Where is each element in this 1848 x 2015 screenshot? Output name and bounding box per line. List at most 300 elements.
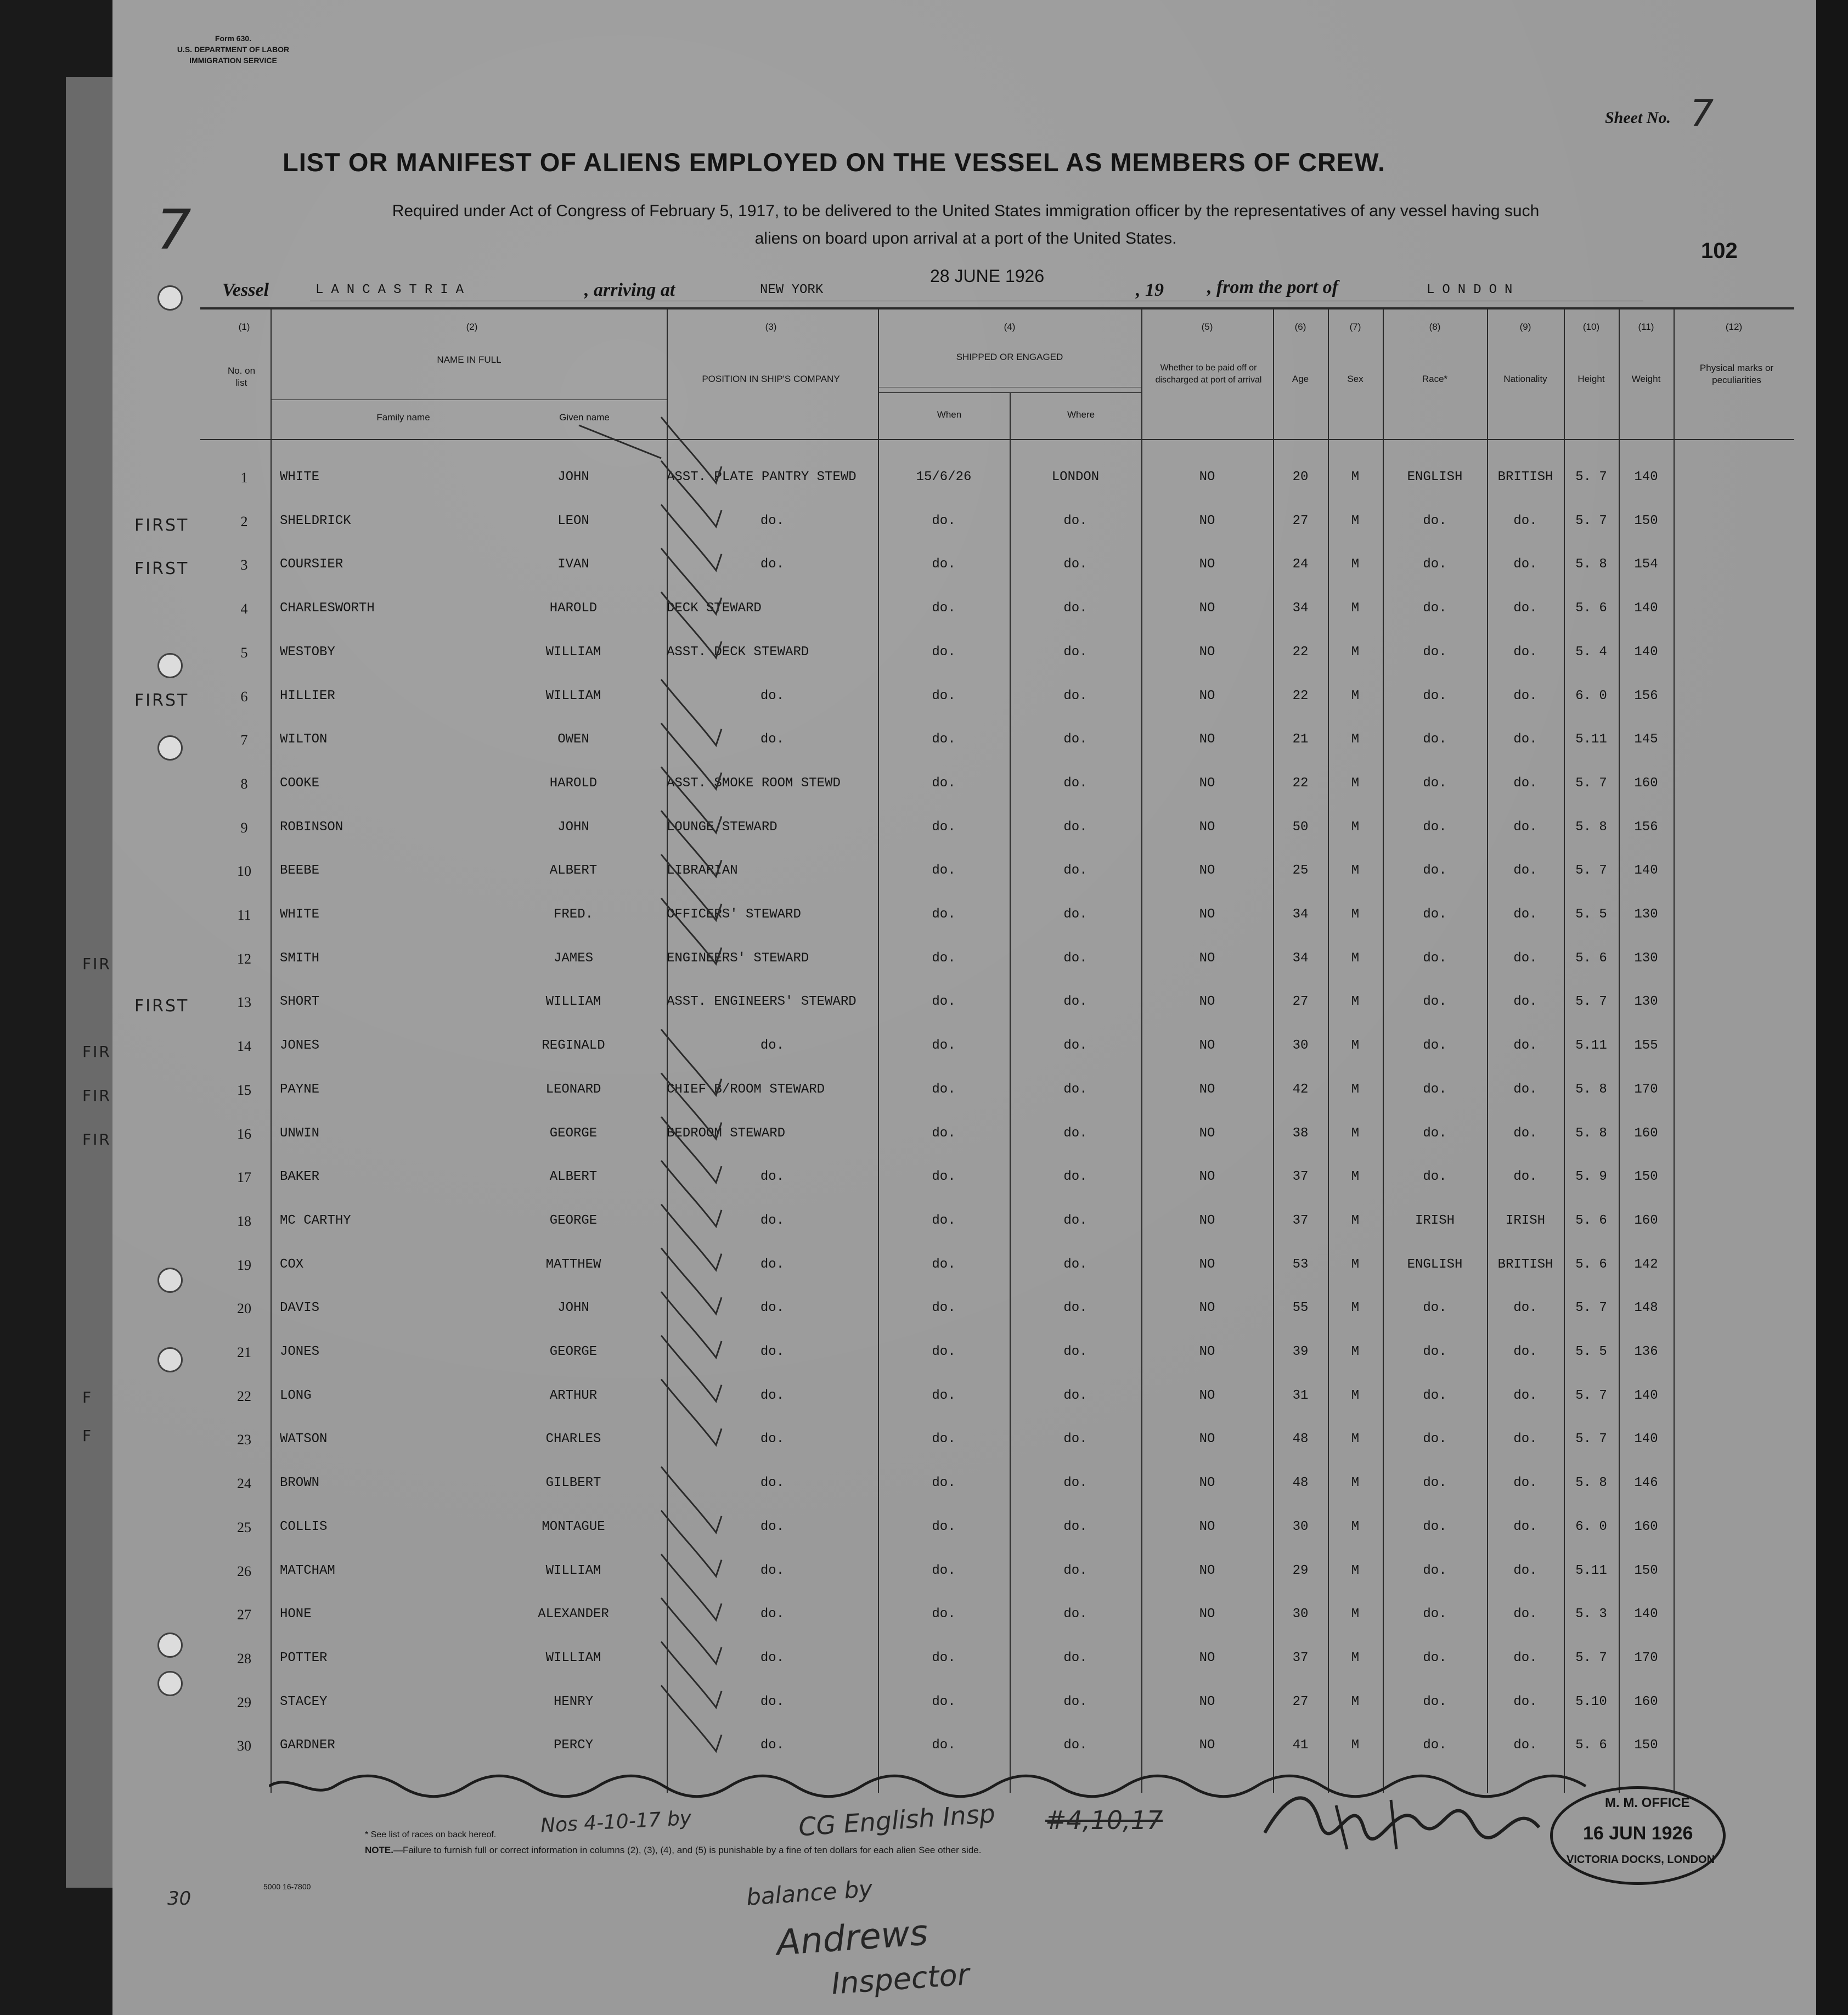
weight: 140 (1634, 863, 1658, 879)
stamp-date: 16 JUN 1926 (1583, 1823, 1693, 1844)
subtitle-line-2: aliens on board upon arrival at a port of the United States. (754, 229, 1177, 247)
height: 5. 3 (1575, 1607, 1607, 1622)
check-marks (112, 0, 1816, 2015)
height: 5. 6 (1575, 950, 1607, 966)
weight: 140 (1634, 601, 1658, 616)
race: do. (1423, 1694, 1447, 1709)
position: do. (760, 1344, 785, 1359)
nationality: do. (1513, 644, 1537, 660)
family-name: ROBINSON (280, 819, 343, 835)
col-7-header: Sex (1347, 374, 1364, 384)
row-number: 20 (237, 1301, 251, 1317)
family-name: HILLIER (280, 688, 335, 703)
race: do. (1423, 1738, 1447, 1753)
paid-off: NO (1199, 1476, 1215, 1491)
race: do. (1423, 1607, 1447, 1622)
col-9-header: Nationality (1503, 374, 1547, 384)
height: 5. 7 (1575, 775, 1607, 791)
given-name: MONTAGUE (542, 1519, 605, 1534)
age: 48 (1292, 1432, 1309, 1447)
row-number: 14 (237, 1038, 251, 1055)
weight: 160 (1634, 1694, 1658, 1709)
given-name: GEORGE (549, 1213, 598, 1228)
given-name: HENRY (553, 1694, 593, 1709)
race: do. (1423, 1432, 1447, 1447)
nationality: do. (1513, 1694, 1537, 1709)
age: 21 (1292, 732, 1309, 747)
col-4-header: SHIPPED OR ENGAGED (956, 352, 1063, 362)
position: DECK STEWARD (667, 601, 762, 616)
height: 5. 7 (1575, 470, 1607, 485)
height: 5. 6 (1575, 1213, 1607, 1228)
height: 5. 8 (1575, 1125, 1607, 1141)
shipped-when: do. (932, 1169, 956, 1185)
weight: 148 (1634, 1301, 1658, 1316)
given-name: GILBERT (545, 1476, 601, 1491)
race: do. (1423, 1563, 1447, 1578)
height: 5. 8 (1575, 1476, 1607, 1491)
shipped-where: do. (1063, 950, 1088, 966)
family-name: STACEY (280, 1694, 328, 1709)
paid-off: NO (1199, 863, 1215, 879)
position: LOUNGE STEWARD (667, 819, 777, 835)
position: do. (760, 1432, 785, 1447)
shipped-where: do. (1063, 1563, 1088, 1578)
sex: M (1351, 1563, 1360, 1578)
nationality: do. (1513, 688, 1537, 703)
race: do. (1423, 1344, 1447, 1359)
weight: 130 (1634, 950, 1658, 966)
race: do. (1423, 775, 1447, 791)
col-6-number: (6) (1294, 322, 1306, 332)
given-name: ALBERT (549, 863, 598, 879)
weight: 150 (1634, 1169, 1658, 1185)
weight: 160 (1634, 1519, 1658, 1534)
height: 5. 7 (1575, 1432, 1607, 1447)
row-number: 26 (237, 1563, 251, 1579)
row-number: 8 (240, 775, 248, 792)
row-number: 1 (240, 470, 248, 486)
race: do. (1423, 644, 1447, 660)
height: 5. 5 (1575, 1344, 1607, 1359)
race: do. (1423, 732, 1447, 747)
given-name: GEORGE (549, 1125, 598, 1141)
age: 22 (1292, 775, 1309, 791)
shipped-when: do. (932, 601, 956, 616)
nationality: do. (1513, 1125, 1537, 1141)
handwritten-note-2: CG English Insp (797, 1798, 996, 1842)
row-number: 22 (237, 1388, 251, 1404)
nationality: BRITISH (1497, 1257, 1553, 1272)
position: do. (760, 1213, 785, 1228)
race: do. (1423, 1125, 1447, 1141)
race: do. (1423, 1038, 1447, 1054)
age: 48 (1292, 1476, 1309, 1491)
col-3-number: (3) (765, 322, 777, 332)
shipped-where: do. (1063, 1038, 1088, 1054)
sex: M (1351, 1213, 1360, 1228)
position: do. (760, 1038, 785, 1054)
family-name: MATCHAM (280, 1563, 335, 1578)
shipped-where: do. (1063, 688, 1088, 703)
sex: M (1351, 1301, 1360, 1316)
shipped-when: do. (932, 557, 956, 572)
position: CHIEF B/ROOM STEWARD (667, 1082, 825, 1097)
given-name: IVAN (557, 557, 589, 572)
age: 41 (1292, 1738, 1309, 1753)
weight: 160 (1634, 775, 1658, 791)
edge-annotation: FIR (82, 1087, 111, 1105)
weight: 140 (1634, 470, 1658, 485)
office-stamp (1550, 1786, 1726, 1885)
nationality: do. (1513, 994, 1537, 1010)
given-name: HAROLD (549, 775, 598, 791)
shipped-where: LONDON (1051, 470, 1100, 485)
stamp-bottom-text: VICTORIA DOCKS, LONDON (1567, 1854, 1715, 1866)
arrival-port: NEW YORK (760, 283, 824, 297)
shipped-where: do. (1063, 1694, 1088, 1709)
shipped-where: do. (1063, 1301, 1088, 1316)
nationality: do. (1513, 1432, 1537, 1447)
race: do. (1423, 863, 1447, 879)
given-name: PERCY (553, 1738, 593, 1753)
height: 5.11 (1575, 1038, 1607, 1054)
from-port-label: , from the port of (1207, 277, 1338, 297)
family-name: SHORT (280, 994, 320, 1010)
sex: M (1351, 732, 1360, 747)
height: 5. 6 (1575, 601, 1607, 616)
sheet-number: 7 (1690, 92, 1714, 136)
row-number: 17 (237, 1169, 251, 1186)
sex: M (1351, 513, 1360, 528)
punch-hole (157, 1671, 183, 1696)
shipped-where: do. (1063, 1650, 1088, 1665)
margin-annotation: FIRST (134, 559, 189, 579)
sex: M (1351, 644, 1360, 660)
scan-edge-right (1816, 0, 1848, 2015)
position: ASST. SMOKE ROOM STEWD (667, 775, 841, 791)
shipped-when: do. (932, 1694, 956, 1709)
row-number: 19 (237, 1257, 251, 1273)
age: 30 (1292, 1038, 1309, 1054)
age: 27 (1292, 994, 1309, 1010)
shipped-when: do. (932, 1301, 956, 1316)
weight: 130 (1634, 994, 1658, 1010)
margin-annotation: FIRST (134, 997, 189, 1016)
age: 34 (1292, 601, 1309, 616)
family-name: BROWN (280, 1476, 320, 1491)
family-name: HONE (280, 1607, 312, 1622)
family-name: LONG (280, 1388, 312, 1403)
race: IRISH (1415, 1213, 1455, 1228)
sex: M (1351, 1038, 1360, 1054)
sex: M (1351, 819, 1360, 835)
age: 31 (1292, 1388, 1309, 1403)
shipped-where: do. (1063, 1432, 1088, 1447)
row-number: 23 (237, 1432, 251, 1448)
race: ENGLISH (1407, 1257, 1463, 1272)
sex: M (1351, 1607, 1360, 1622)
race: do. (1423, 819, 1447, 835)
sex: M (1351, 1169, 1360, 1185)
race: do. (1423, 1476, 1447, 1491)
given-name: WILLIAM (545, 994, 601, 1010)
paid-off: NO (1199, 1257, 1215, 1272)
vessel-label: Vessel (222, 280, 269, 300)
shipped-where: do. (1063, 819, 1088, 835)
shipped-where: do. (1063, 1476, 1088, 1491)
punch-hole (157, 735, 183, 761)
weight: 155 (1634, 1038, 1658, 1054)
shipped-where: do. (1063, 1519, 1088, 1534)
col-3-header: POSITION IN SHIP'S COMPANY (702, 374, 840, 384)
punch-hole (157, 1347, 183, 1372)
weight: 140 (1634, 1388, 1658, 1403)
shipped-when: do. (932, 819, 956, 835)
shipped-where: do. (1063, 1125, 1088, 1141)
given-name: REGINALD (542, 1038, 605, 1054)
family-name: BAKER (280, 1169, 320, 1185)
paid-off: NO (1199, 819, 1215, 835)
position: do. (760, 1169, 785, 1185)
position: do. (760, 1607, 785, 1622)
col-11-number: (11) (1638, 322, 1654, 332)
family-name: COOKE (280, 775, 320, 791)
service-name: IMMIGRATION SERVICE (189, 56, 277, 65)
weight: 145 (1634, 732, 1658, 747)
row-number: 16 (237, 1125, 251, 1142)
shipped-when: do. (932, 1344, 956, 1359)
year-label: , 19 (1136, 280, 1164, 300)
paid-off: NO (1199, 1650, 1215, 1665)
given-name: ALEXANDER (538, 1607, 609, 1622)
family-name: COURSIER (280, 557, 343, 572)
height: 5.10 (1575, 1694, 1607, 1709)
department-name: U.S. DEPARTMENT OF LABOR (177, 45, 290, 54)
shipped-when: do. (932, 688, 956, 703)
age: 30 (1292, 1607, 1309, 1622)
race: do. (1423, 907, 1447, 922)
paid-off: NO (1199, 688, 1215, 703)
row-number: 2 (240, 513, 248, 530)
height: 5. 9 (1575, 1169, 1607, 1185)
family-name: COLLIS (280, 1519, 328, 1534)
age: 24 (1292, 557, 1309, 572)
shipped-when: do. (932, 775, 956, 791)
position: do. (760, 1563, 785, 1578)
nationality: do. (1513, 1082, 1537, 1097)
position: BEDROOM STEWARD (667, 1125, 786, 1141)
col-11-header: Weight (1631, 374, 1661, 384)
nationality: do. (1513, 1169, 1537, 1185)
height: 5. 7 (1575, 1301, 1607, 1316)
shipped-when: do. (932, 1519, 956, 1534)
sheet-label: Sheet No. (1605, 109, 1671, 127)
row-number: 25 (237, 1519, 251, 1535)
row-number: 9 (240, 819, 248, 836)
age: 27 (1292, 513, 1309, 528)
sex: M (1351, 863, 1360, 879)
age: 55 (1292, 1301, 1309, 1316)
sex: M (1351, 1476, 1360, 1491)
shipped-where: do. (1063, 775, 1088, 791)
col-12-number: (12) (1725, 322, 1743, 332)
age: 39 (1292, 1344, 1309, 1359)
col-8-number: (8) (1429, 322, 1441, 332)
arrival-date: 28 JUNE 1926 (930, 266, 1045, 286)
shipped-where: do. (1063, 732, 1088, 747)
paid-off: NO (1199, 644, 1215, 660)
family-name: SMITH (280, 950, 320, 966)
age: 22 (1292, 644, 1309, 660)
paid-off: NO (1199, 994, 1215, 1010)
shipped-where: do. (1063, 1607, 1088, 1622)
nationality: do. (1513, 819, 1537, 835)
sex: M (1351, 994, 1360, 1010)
position: LIBRARIAN (667, 863, 738, 879)
paid-off: NO (1199, 1213, 1215, 1228)
position: do. (760, 1476, 785, 1491)
print-code: 5000 16-7800 (263, 1882, 311, 1891)
race: do. (1423, 1650, 1447, 1665)
col-9-number: (9) (1519, 322, 1531, 332)
age: 38 (1292, 1125, 1309, 1141)
check-mark (661, 1685, 722, 1751)
weight: 140 (1634, 644, 1658, 660)
arriving-label: , arriving at (584, 280, 675, 300)
height: 5. 8 (1575, 1082, 1607, 1097)
row-number: 29 (237, 1694, 251, 1710)
shipped-when: do. (932, 513, 956, 528)
footer-note (365, 1845, 981, 1856)
paid-off: NO (1199, 1038, 1215, 1054)
row-number: 12 (237, 950, 251, 967)
shipped-when: do. (932, 950, 956, 966)
weight: 170 (1634, 1082, 1658, 1097)
shipped-where: do. (1063, 513, 1088, 528)
col-7-number: (7) (1349, 322, 1361, 332)
given-name: WILLIAM (545, 644, 601, 660)
age: 20 (1292, 470, 1309, 485)
position: ASST. DECK STEWARD (667, 644, 809, 660)
age: 34 (1292, 907, 1309, 922)
paid-off: NO (1199, 1301, 1215, 1316)
shipped-where: do. (1063, 1257, 1088, 1272)
paid-off: NO (1199, 601, 1215, 616)
sex: M (1351, 601, 1360, 616)
page-number: 102 (1701, 239, 1738, 263)
handwritten-note-3: #4,10,17 (1045, 1805, 1163, 1835)
family-name: JONES (280, 1038, 320, 1054)
race: do. (1423, 688, 1447, 703)
family-name: POTTER (280, 1650, 328, 1665)
sex: M (1351, 1432, 1360, 1447)
nationality: do. (1513, 1301, 1537, 1316)
height: 5. 4 (1575, 644, 1607, 660)
nationality: do. (1513, 1038, 1537, 1054)
weight: 160 (1634, 1125, 1658, 1141)
race: do. (1423, 1388, 1447, 1403)
col-10-header: Height (1577, 374, 1605, 384)
shipped-where: do. (1063, 1213, 1088, 1228)
sex: M (1351, 1344, 1360, 1359)
position: do. (760, 1650, 785, 1665)
paid-off: NO (1199, 907, 1215, 922)
paid-off: NO (1199, 557, 1215, 572)
race: do. (1423, 950, 1447, 966)
nationality: do. (1513, 863, 1537, 879)
paid-off: NO (1199, 1563, 1215, 1578)
given-name: ALBERT (549, 1169, 598, 1185)
shipped-where: do. (1063, 863, 1088, 879)
nationality: do. (1513, 950, 1537, 966)
given-name: JAMES (553, 950, 593, 966)
shipped-where: do. (1063, 1738, 1088, 1753)
row-number: 18 (237, 1213, 251, 1229)
age: 30 (1292, 1519, 1309, 1534)
age: 22 (1292, 688, 1309, 703)
nationality: do. (1513, 601, 1537, 616)
row-number: 21 (237, 1344, 251, 1360)
form-number: Form 630. (215, 34, 252, 43)
row-number: 7 (240, 732, 248, 748)
given-name: OWEN (557, 732, 589, 747)
family-name: DAVIS (280, 1301, 320, 1316)
row-number: 15 (237, 1082, 251, 1098)
sex: M (1351, 1082, 1360, 1097)
weight: 156 (1634, 688, 1658, 703)
height: 5. 7 (1575, 513, 1607, 528)
departure-port: LONDON (1427, 283, 1520, 297)
family-name: BEEBE (280, 863, 320, 879)
row-number: 6 (240, 688, 248, 705)
handwritten-note-5: Andrews (775, 1912, 929, 1964)
weight: 140 (1634, 1432, 1658, 1447)
age: 34 (1292, 950, 1309, 966)
age: 42 (1292, 1082, 1309, 1097)
shipped-when: do. (932, 1476, 956, 1491)
nationality: do. (1513, 513, 1537, 528)
family-name: WESTOBY (280, 644, 335, 660)
position: do. (760, 732, 785, 747)
given-name: WILLIAM (545, 688, 601, 703)
margin-annotation: FIRST (134, 515, 189, 535)
subtitle-line-1: Required under Act of Congress of February 5, 1917, to be delivered to the United States immigration officer by the representatives of any vessel having such (392, 202, 1540, 220)
sex: M (1351, 1694, 1360, 1709)
shipped-when: do. (932, 1738, 956, 1753)
height: 5. 5 (1575, 907, 1607, 922)
col-2b-header: Given name (559, 412, 610, 423)
height: 6. 0 (1575, 688, 1607, 703)
col-6-header: Age (1292, 374, 1309, 384)
paid-off: NO (1199, 1738, 1215, 1753)
given-name: LEONARD (545, 1082, 601, 1097)
margin-mark: 7 (156, 198, 191, 262)
age: 25 (1292, 863, 1309, 879)
sex: M (1351, 950, 1360, 966)
shipped-when: do. (932, 732, 956, 747)
col-2a-header: Family name (376, 412, 430, 423)
page-title: LIST OR MANIFEST OF ALIENS EMPLOYED ON THE VESSEL AS MEMBERS OF CREW. (283, 148, 1386, 177)
shipped-where: do. (1063, 1169, 1088, 1185)
tally-mark: 30 (167, 1888, 191, 1910)
race: ENGLISH (1407, 470, 1463, 485)
sex: M (1351, 1519, 1360, 1534)
sex: M (1351, 1257, 1360, 1272)
weight: 150 (1634, 1738, 1658, 1753)
position: OFFICERS' STEWARD (667, 907, 801, 922)
paid-off: NO (1199, 1519, 1215, 1534)
